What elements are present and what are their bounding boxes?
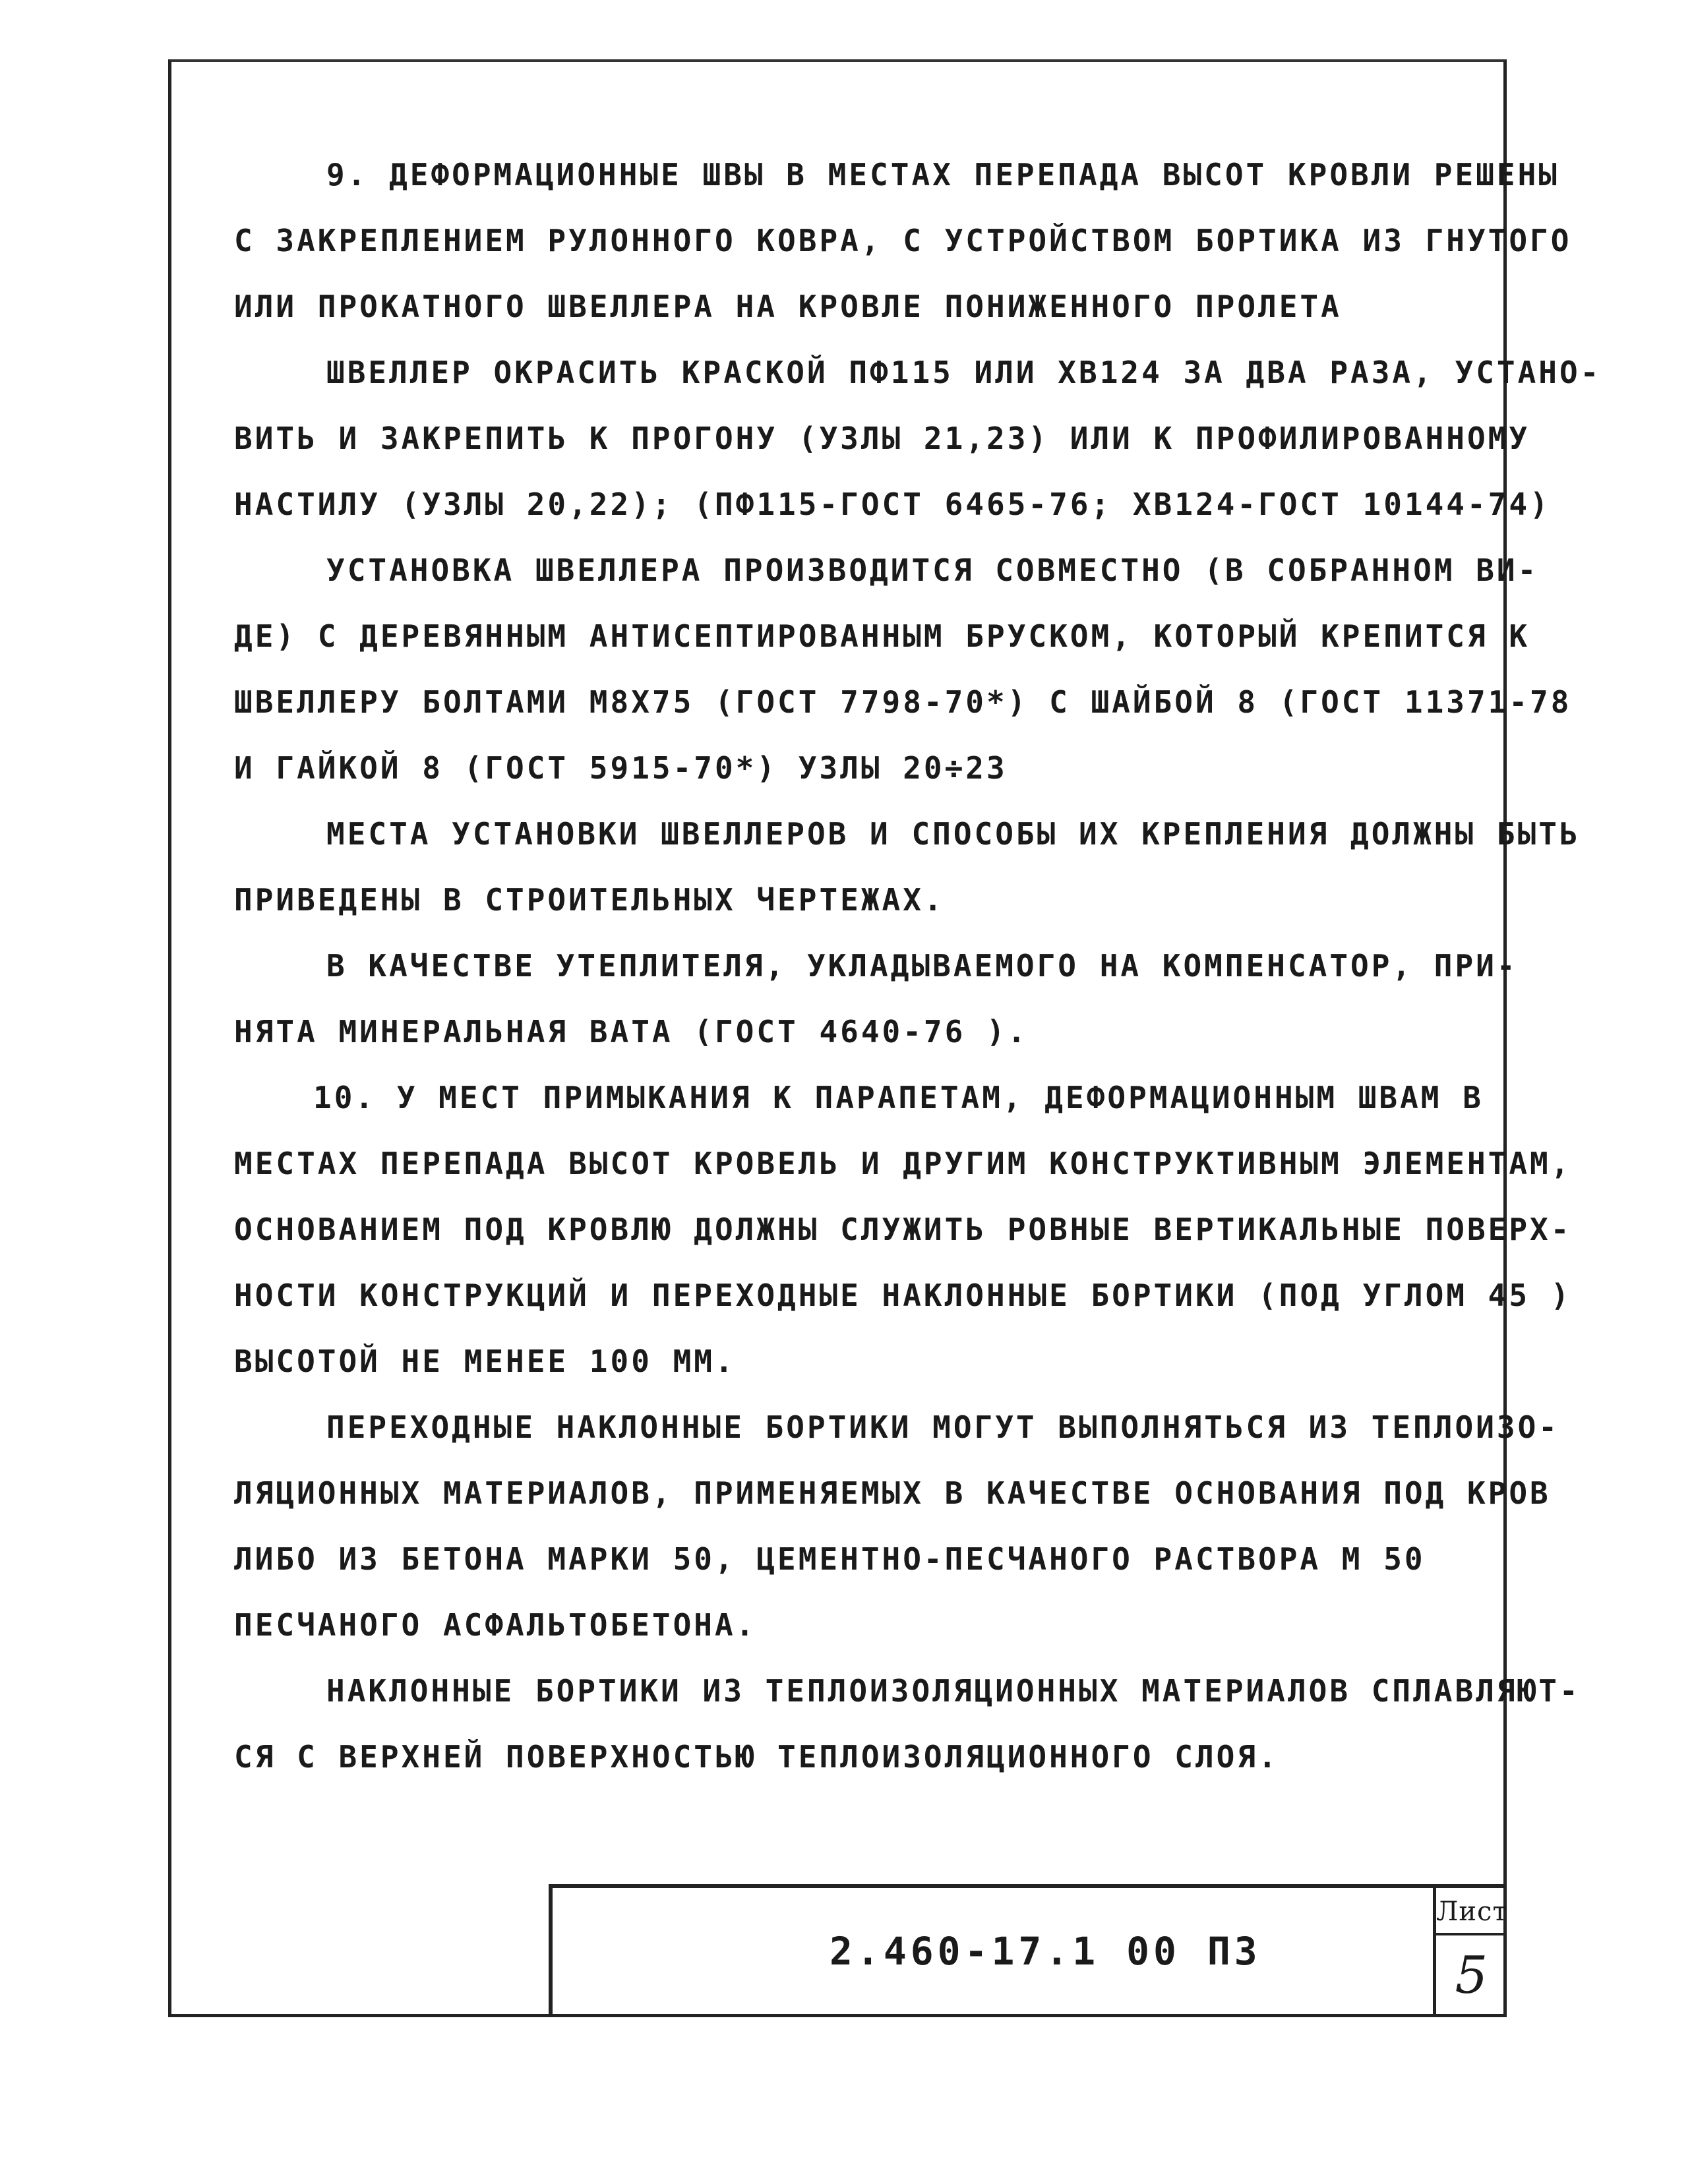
paragraph-line: НАСТИЛУ (УЗЛЫ 20,22); (ПФ115-ГОСТ 6465-76; ХВ124-ГОСТ 10144-74) <box>234 487 1551 522</box>
paragraph-line: СЯ С ВЕРХНЕЙ ПОВЕРХНОСТЬЮ ТЕПЛОИЗОЛЯЦИОННОГО СЛОЯ. <box>234 1739 1279 1775</box>
document-code: 2.460-17.1 00 ПЗ <box>830 1929 1261 1974</box>
paragraph-line: ДЕ) С ДЕРЕВЯННЫМ АНТИСЕПТИРОВАННЫМ БРУСКОМ, КОТОРЫЙ КРЕПИТСЯ К <box>234 618 1530 654</box>
paragraph-line: В КАЧЕСТВЕ УТЕПЛИТЕЛЯ, УКЛАДЫВАЕМОГО НА КОМПЕНСАТОР, ПРИ- <box>326 948 1518 984</box>
paragraph-line: ОСНОВАНИЕМ ПОД КРОВЛЮ ДОЛЖНЫ СЛУЖИТЬ РОВНЫЕ ВЕРТИКАЛЬНЫЕ ПОВЕРХ- <box>234 1212 1572 1247</box>
paragraph-line: НАКЛОННЫЕ БОРТИКИ ИЗ ТЕПЛОИЗОЛЯЦИОННЫХ МАТЕРИАЛОВ СПЛАВЛЯЮТ- <box>326 1673 1581 1709</box>
paragraph-line: МЕСТА УСТАНОВКИ ШВЕЛЛЕРОВ И СПОСОБЫ ИХ КРЕПЛЕНИЯ ДОЛЖНЫ БЫТЬ <box>326 816 1581 852</box>
sheet-number: 5 <box>1455 1946 1488 2005</box>
paragraph-line: ВИТЬ И ЗАКРЕПИТЬ К ПРОГОНУ (УЗЛЫ 21,23) ИЛИ К ПРОФИЛИРОВАННОМУ <box>234 421 1530 456</box>
paragraph-line: И ГАЙКОЙ 8 (ГОСТ 5915-70*) УЗЛЫ 20÷23 <box>234 750 1008 786</box>
paragraph-line: 10. У МЕСТ ПРИМЫКАНИЯ К ПАРАПЕТАМ, ДЕФОРМАЦИОННЫМ ШВАМ В <box>313 1080 1484 1115</box>
paragraph-line: С ЗАКРЕПЛЕНИЕМ РУЛОННОГО КОВРА, С УСТРОЙСТВОМ БОРТИКА ИЗ ГНУТОГО <box>234 223 1572 258</box>
paragraph-line: ПРИВЕДЕНЫ В СТРОИТЕЛЬНЫХ ЧЕРТЕЖАХ. <box>234 882 945 918</box>
title-block <box>549 1884 1507 2016</box>
paragraph-line: ШВЕЛЛЕР ОКРАСИТЬ КРАСКОЙ ПФ115 ИЛИ ХВ124 ЗА ДВА РАЗА, УСТАНО- <box>326 355 1602 390</box>
paragraph-line: ПЕСЧАНОГО АСФАЛЬТОБЕТОНА. <box>234 1607 757 1643</box>
document-body <box>234 142 1602 1790</box>
paragraph-line: ВЫСОТОЙ НЕ МЕНЕЕ 100 ММ. <box>234 1343 736 1379</box>
paragraph-line: ШВЕЛЛЕРУ БОЛТАМИ М8Х75 (ГОСТ 7798-70*) С ШАЙБОЙ 8 (ГОСТ 11371-78 <box>234 684 1572 720</box>
sheet-cell <box>1433 1888 1507 2016</box>
paragraph-line: УСТАНОВКА ШВЕЛЛЕРА ПРОИЗВОДИТСЯ СОВМЕСТНО (В СОБРАННОМ ВИ- <box>326 552 1539 588</box>
paragraph-line: МЕСТАХ ПЕРЕПАДА ВЫСОТ КРОВЕЛЬ И ДРУГИМ КОНСТРУКТИВНЫМ ЭЛЕМЕНТАМ, <box>234 1146 1572 1181</box>
paragraph-line: ЛИБО ИЗ БЕТОНА МАРКИ 50, ЦЕМЕНТНО-ПЕСЧАНОГО РАСТВОРА М 50 <box>234 1541 1426 1577</box>
paragraph-line: 9. ДЕФОРМАЦИОННЫЕ ШВЫ В МЕСТАХ ПЕРЕПАДА ВЫСОТ КРОВЛИ РЕШЕНЫ <box>326 157 1559 192</box>
paragraph-line: НЯТА МИНЕРАЛЬНАЯ ВАТА (ГОСТ 4640-76 ). <box>234 1014 1029 1049</box>
paragraph-line: ИЛИ ПРОКАТНОГО ШВЕЛЛЕРА НА КРОВЛЕ ПОНИЖЕННОГО ПРОЛЕТА <box>234 289 1342 324</box>
paragraph-line: ПЕРЕХОДНЫЕ НАКЛОННЫЕ БОРТИКИ МОГУТ ВЫПОЛНЯТЬСЯ ИЗ ТЕПЛОИЗО- <box>326 1409 1559 1445</box>
paragraph-line: ЛЯЦИОННЫХ МАТЕРИАЛОВ, ПРИМЕНЯЕМЫХ В КАЧЕСТВЕ ОСНОВАНИЯ ПОД КРОВ <box>234 1475 1551 1511</box>
sheet-label: Лист <box>1436 1888 1507 1935</box>
paragraph-line: НОСТИ КОНСТРУКЦИЙ И ПЕРЕХОДНЫЕ НАКЛОННЫЕ БОРТИКИ (ПОД УГЛОМ 45 ) <box>234 1278 1572 1313</box>
